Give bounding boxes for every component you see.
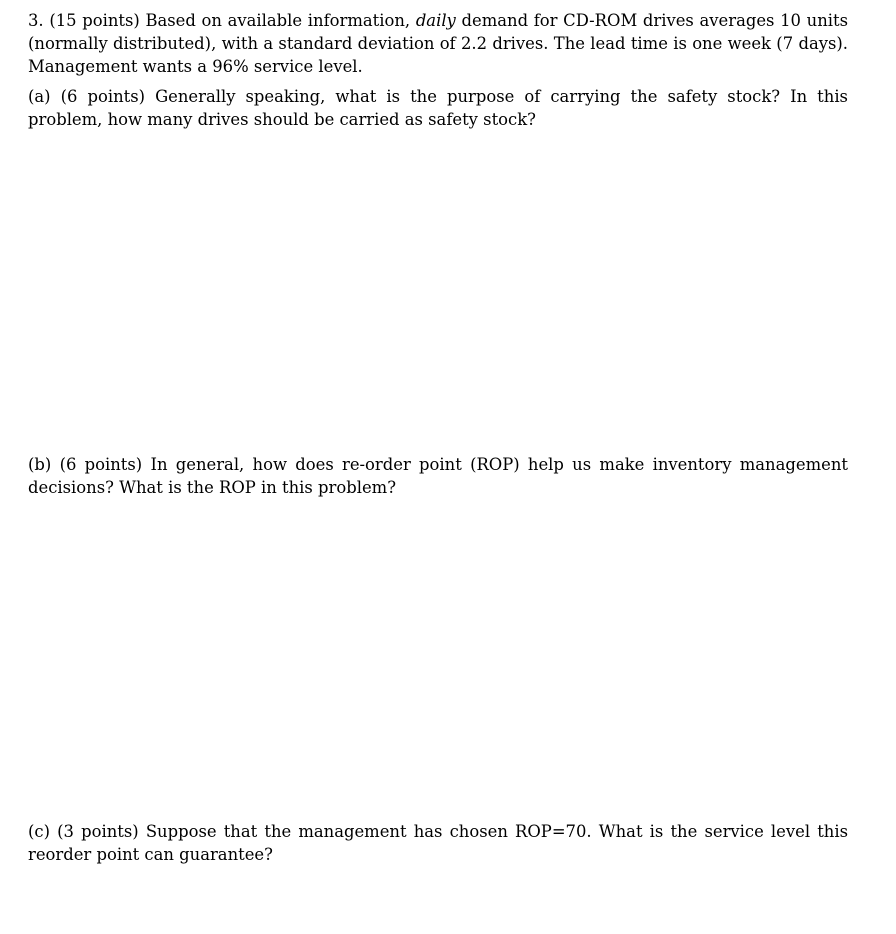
- question-number: 3.: [28, 11, 44, 30]
- part-c-points: (3 points): [57, 822, 139, 841]
- part-b-prompt: [28, 453, 848, 499]
- question-points: (15 points): [49, 11, 140, 30]
- part-b-points: (6 points): [59, 455, 143, 474]
- part-b-text: In general, how does re-order point (ROP) help us make inventory management decisions? What is the ROP in this problem?: [28, 455, 848, 497]
- part-a-prompt: [28, 85, 848, 131]
- question-3-prompt: [28, 9, 848, 78]
- part-c-label: (c): [28, 822, 50, 841]
- part-b-label: (b): [28, 455, 52, 474]
- question-emphasis: daily: [415, 11, 456, 30]
- question-text-part2: demand for CD-ROM drives averages 10 units (normally distributed), with a standard deviation of 2.2 drives. The lead time is one week (7 days). Management wants a 96% service level.: [28, 11, 848, 76]
- question-text-part1: Based on available information,: [145, 11, 411, 30]
- part-a-label: (a): [28, 87, 51, 106]
- part-a-points: (6 points): [60, 87, 146, 106]
- part-c-text: Suppose that the management has chosen ROP=70. What is the service level this reorder point can guarantee?: [28, 822, 849, 864]
- part-a-text: Generally speaking, what is the purpose of carrying the safety stock? In this problem, how many drives should be carried as safety stock?: [28, 87, 848, 129]
- part-c-prompt: [28, 820, 848, 866]
